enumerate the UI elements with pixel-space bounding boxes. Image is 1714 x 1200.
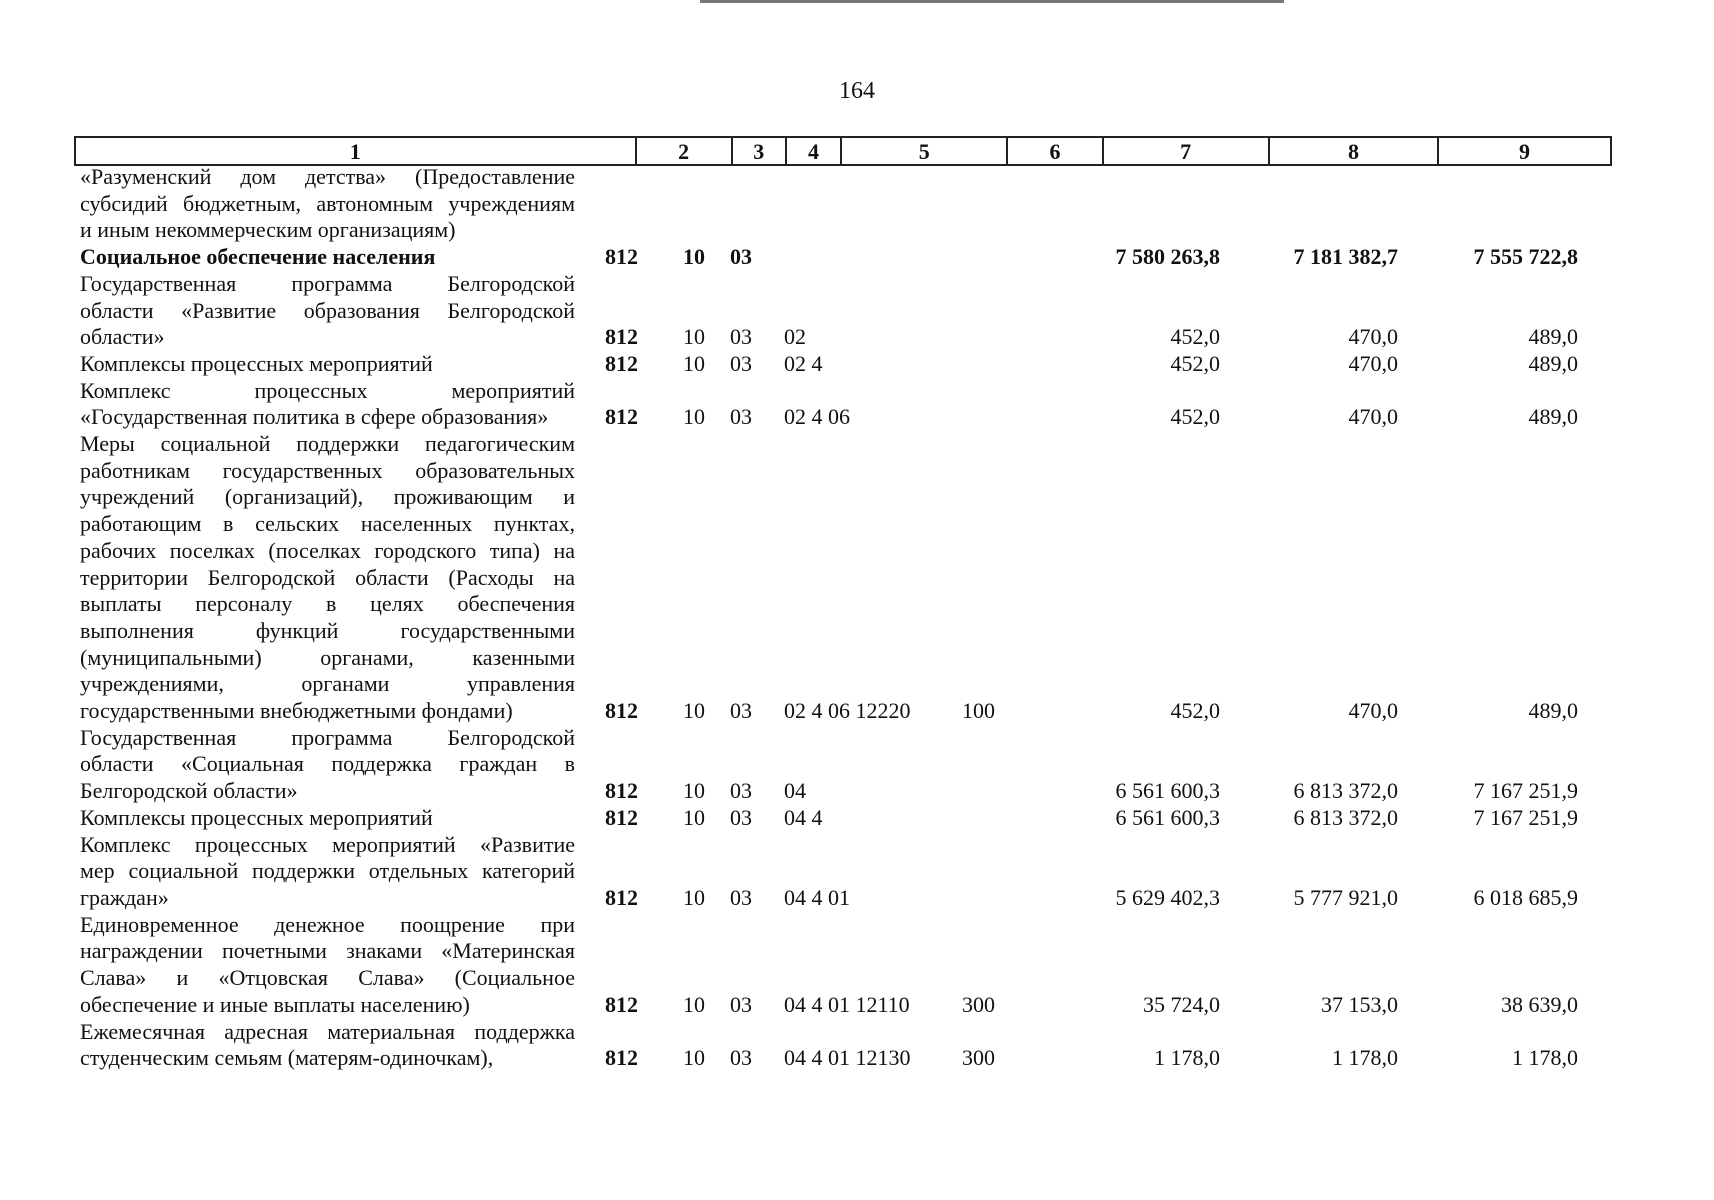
cell-col-7: 6 561 600,3 [1115,804,1220,830]
row-description [80,805,575,832]
cell-col-8: 470,0 [1348,698,1398,724]
table-row [80,832,1610,912]
header-col-1: 1 [76,138,637,164]
description-line: Меры социальной поддержки педагогическим [80,431,575,457]
cell-col-6: 100 [962,698,995,724]
cell-col-7: 452,0 [1170,698,1220,724]
cell-col-7: 35 724,0 [1143,991,1220,1017]
cell-col-3: 10 [683,324,705,350]
cell-col-3: 10 [683,778,705,804]
description-line: обеспечение и иные выплаты населению) [80,991,470,1017]
cell-col-9: 6 018 685,9 [1473,884,1578,910]
description-line: Государственная программа Белгородской [80,270,575,296]
cell-col-3: 10 [683,698,705,724]
cell-col-2: 812 [605,324,638,350]
table-row [80,164,1610,244]
description-line: Социальное обеспечение населения [80,244,436,270]
cell-col-9: 38 639,0 [1501,991,1578,1017]
description-line: студенческим семьям (матерям-одиночкам), [80,1045,494,1071]
row-description [80,271,575,351]
cell-col-5: 02 4 [784,350,823,376]
cell-col-3: 10 [683,404,705,430]
description-line: Комплекс процессных мероприятий [80,377,575,403]
description-line: награждении почетными знаками «Материнская [80,938,575,964]
cell-col-7: 7 580 263,8 [1115,244,1220,270]
cell-col-6: 300 [962,991,995,1017]
cell-col-8: 470,0 [1348,350,1398,376]
description-line: работающим в сельских населенных пунктах, [80,511,575,537]
cell-col-5: 04 [784,778,806,804]
description-line: учреждениями, органами управления [80,671,575,697]
table-header [74,136,1612,166]
cell-col-3: 10 [683,244,705,270]
cell-col-7: 5 629 402,3 [1115,884,1220,910]
description-line: и иным некоммерческим организациям) [80,217,456,243]
cell-col-5: 04 4 01 [784,884,850,910]
cell-col-5: 04 4 01 12130 [784,1045,911,1071]
cell-col-7: 452,0 [1170,350,1220,376]
cell-col-8: 6 813 372,0 [1293,778,1398,804]
description-line: государственными внебюджетными фондами) [80,698,513,724]
cell-col-7: 452,0 [1170,404,1220,430]
header-col-4: 4 [787,138,842,164]
description-line: Единовременное денежное поощрение при [80,911,575,937]
table-row [80,378,1610,431]
table-row [80,244,1610,271]
row-description [80,725,575,805]
row-description [80,912,575,1019]
description-line: территории Белгородской области (Расходы на [80,564,575,590]
description-line: Комплекс процессных мероприятий «Развитие [80,831,575,857]
header-col-8: 8 [1270,138,1439,164]
cell-col-5: 02 4 06 [784,404,850,430]
header-col-6: 6 [1008,138,1103,164]
header-col-2: 2 [637,138,733,164]
cell-col-9: 7 555 722,8 [1473,244,1578,270]
row-description [80,431,575,725]
description-line: выплаты персоналу в целях обеспечения [80,591,575,617]
cell-col-3: 10 [683,804,705,830]
cell-col-3: 10 [683,884,705,910]
cell-col-4: 03 [730,884,752,910]
description-line: Ежемесячная адресная материальная поддержка [80,1018,575,1044]
description-line: Комплексы процессных мероприятий [80,350,433,376]
row-description [80,1019,575,1072]
cell-col-9: 1 178,0 [1512,1045,1578,1071]
table-row [80,912,1610,1019]
row-description [80,244,575,271]
description-line: мер социальной поддержки отдельных категорий [80,858,575,884]
cell-col-9: 489,0 [1528,350,1578,376]
description-line: «Государственная политика в сфере образования» [80,404,549,430]
description-line: области» [80,324,165,350]
cell-col-4: 03 [730,324,752,350]
cell-col-4: 03 [730,778,752,804]
description-line: области «Социальная поддержка граждан в [80,751,575,777]
cell-col-8: 37 153,0 [1321,991,1398,1017]
description-line: «Разуменский дом детства» (Предоставление [80,164,575,189]
cell-col-7: 6 561 600,3 [1115,778,1220,804]
cell-col-4: 03 [730,404,752,430]
cell-col-4: 03 [730,804,752,830]
table-row [80,271,1610,351]
cell-col-4: 03 [730,350,752,376]
cell-col-8: 7 181 382,7 [1293,244,1398,270]
cell-col-9: 7 167 251,9 [1473,778,1578,804]
description-line: Комплексы процессных мероприятий [80,804,433,830]
cell-col-4: 03 [730,698,752,724]
cell-col-9: 489,0 [1528,698,1578,724]
cell-col-8: 470,0 [1348,324,1398,350]
cell-col-7: 1 178,0 [1154,1045,1220,1071]
table-row [80,431,1610,725]
description-line: Белгородской области» [80,778,298,804]
cell-col-2: 812 [605,991,638,1017]
cell-col-5: 04 4 [784,804,823,830]
cell-col-3: 10 [683,1045,705,1071]
cell-col-4: 03 [730,991,752,1017]
description-line: Государственная программа Белгородской [80,724,575,750]
description-line: работникам государственных образовательных [80,457,575,483]
cell-col-2: 812 [605,1045,638,1071]
description-line: выполнения функций государственными [80,617,575,643]
header-col-3: 3 [733,138,787,164]
cell-col-2: 812 [605,778,638,804]
cell-col-2: 812 [605,884,638,910]
cell-col-2: 812 [605,804,638,830]
cell-col-6: 300 [962,1045,995,1071]
cell-col-8: 1 178,0 [1332,1045,1398,1071]
cell-col-5: 02 4 06 12220 [784,698,911,724]
table-row [80,805,1610,832]
description-line: Слава» и «Отцовская Слава» (Социальное [80,965,575,991]
page-number: 164 [839,78,875,104]
header-col-5: 5 [842,138,1008,164]
table-row [80,1019,1610,1072]
row-description [80,832,575,912]
cell-col-3: 10 [683,991,705,1017]
table-row [80,725,1610,805]
table-body [80,164,1610,1072]
header-col-9: 9 [1519,139,1531,164]
cell-col-4: 03 [730,244,752,270]
cell-col-8: 6 813 372,0 [1293,804,1398,830]
description-line: субсидий бюджетным, автономным учреждениям [80,190,575,216]
top-rule [700,0,1284,3]
cell-col-8: 470,0 [1348,404,1398,430]
description-line: (муниципальными) органами, казенными [80,644,575,670]
cell-col-2: 812 [605,404,638,430]
cell-col-2: 812 [605,244,638,270]
cell-col-2: 812 [605,350,638,376]
cell-col-5: 02 [784,324,806,350]
row-description [80,164,575,244]
description-line: граждан» [80,884,169,910]
description-line: области «Развитие образования Белгородской [80,297,575,323]
cell-col-5: 04 4 01 12110 [784,991,910,1017]
cell-col-4: 03 [730,1045,752,1071]
cell-col-2: 812 [605,698,638,724]
cell-col-9: 489,0 [1528,324,1578,350]
cell-col-8: 5 777 921,0 [1293,884,1398,910]
row-description [80,378,575,431]
row-description [80,351,575,378]
description-line: учреждений (организаций), проживающим и [80,484,575,510]
header-col-7: 7 [1104,138,1270,164]
cell-col-7: 452,0 [1170,324,1220,350]
cell-col-9: 489,0 [1528,404,1578,430]
cell-col-3: 10 [683,350,705,376]
table-row [80,351,1610,378]
cell-col-9: 7 167 251,9 [1473,804,1578,830]
description-line: рабочих поселках (поселках городского типа) на [80,537,575,563]
